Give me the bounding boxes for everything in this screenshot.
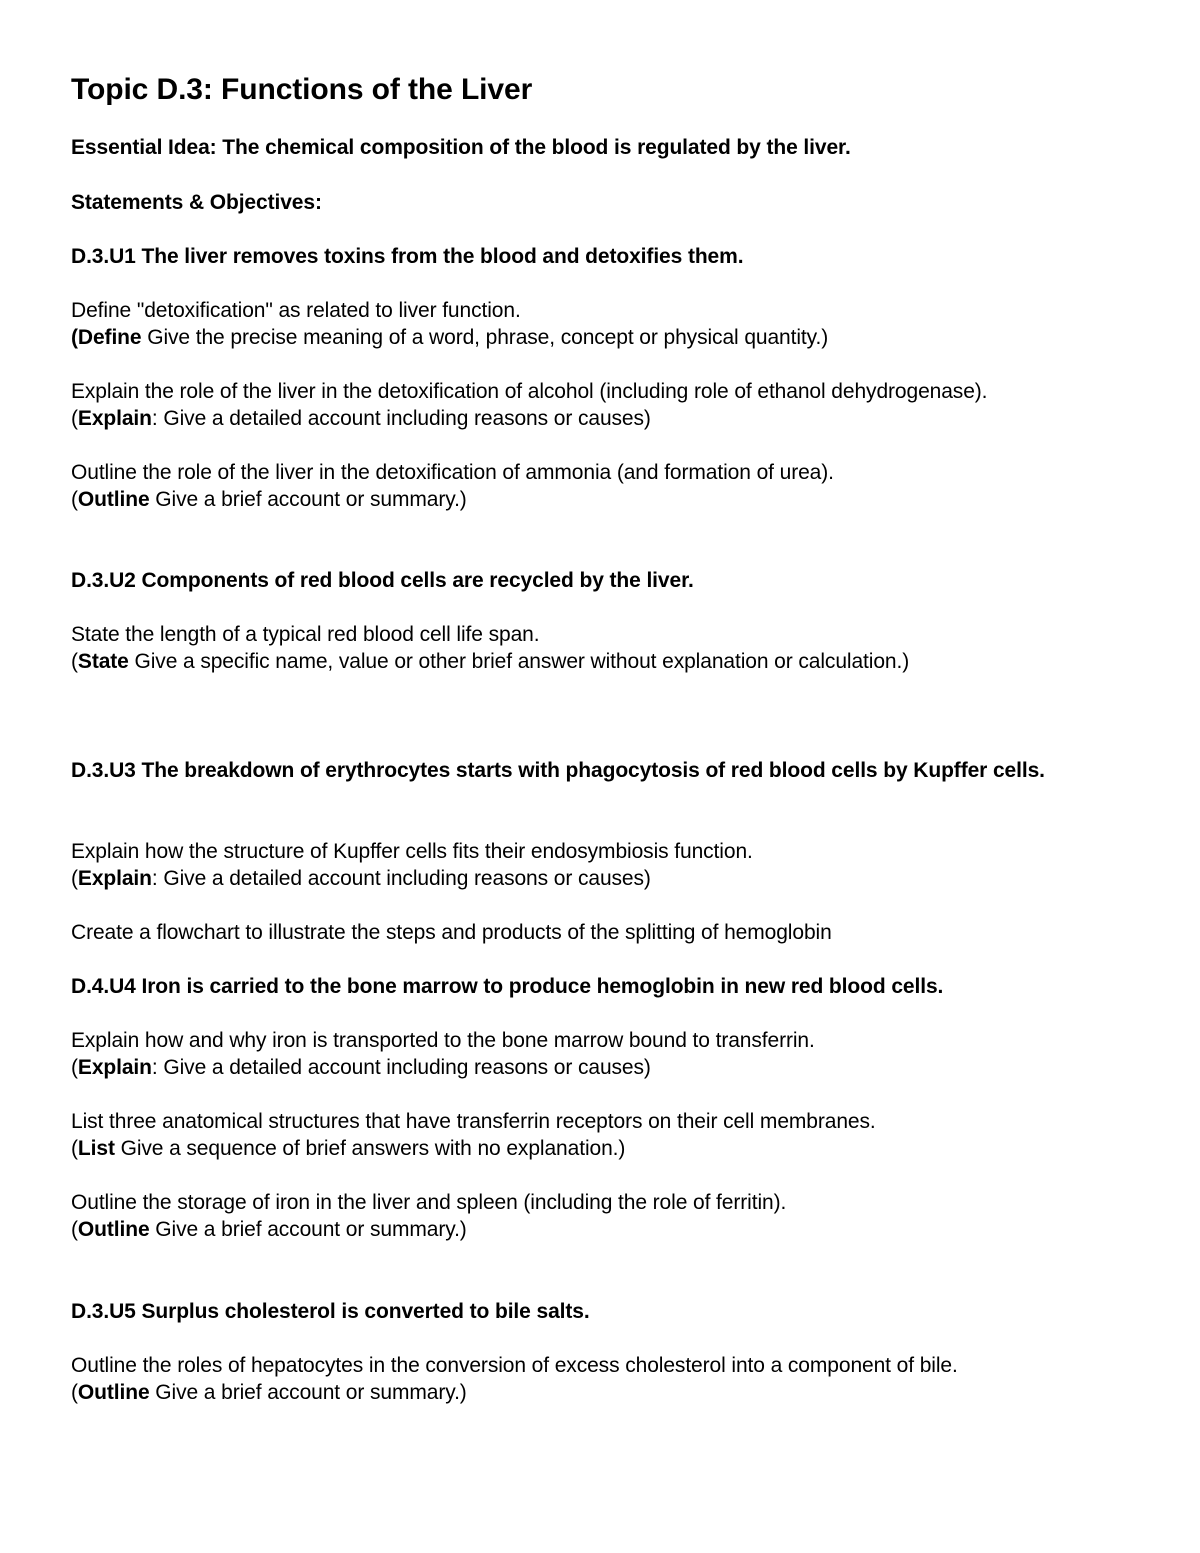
command-open-paren: ( [71,1218,78,1241]
command-definition: Give a specific name, value or other brief answer without explanation or calculation.) [128,650,910,673]
command-word: State [77,650,129,673]
statements-heading: Statements & Objectives: [71,191,322,214]
command-term-note [71,324,828,351]
section-heading-u1: D.3.U1 The liver removes toxins from the blood and detoxifies them. [71,245,744,268]
command-term-note [71,1379,467,1406]
command-open-paren: ( [71,488,78,511]
command-definition: : Give a detailed account including reasons or causes) [151,867,651,890]
command-word: List [77,1137,115,1160]
essential-idea: Essential Idea: The chemical composition of the blood is regulated by the liver. [71,136,851,159]
command-definition: : Give a detailed account including reasons or causes) [151,1056,651,1079]
command-open-paren: ( [71,867,78,890]
command-term-note [71,865,651,892]
command-word: Outline [77,1381,150,1404]
command-term-note [71,486,467,513]
command-word: Outline [77,488,150,511]
command-open-paren: ( [71,1056,78,1079]
command-word: Explain [77,867,152,890]
command-word: Define [77,326,142,349]
objective-text: Explain the role of the liver in the detoxification of alcohol (including role of ethanol dehydrogenase). [71,380,988,403]
page-title: Topic D.3: Functions of the Liver [71,73,533,106]
command-word: Explain [77,1056,152,1079]
objective-text: State the length of a typical red blood cell life span. [71,623,540,646]
command-term-note [71,1216,467,1243]
objective-text: Explain how the structure of Kupffer cells fits their endosymbiosis function. [71,840,753,863]
command-term-note [71,1135,625,1162]
objective-text: Create a flowchart to illustrate the steps and products of the splitting of hemoglobin [71,921,832,944]
command-word: Explain [77,407,152,430]
command-definition: Give a brief account or summary.) [149,1218,467,1241]
command-definition: Give a brief account or summary.) [149,1381,467,1404]
command-definition: Give the precise meaning of a word, phrase, concept or physical quantity.) [141,326,829,349]
objective-text: Outline the roles of hepatocytes in the conversion of excess cholesterol into a component of bile. [71,1354,958,1377]
command-open-paren: ( [71,326,78,349]
command-word: Outline [77,1218,150,1241]
section-heading-u5: D.3.U5 Surplus cholesterol is converted to bile salts. [71,1300,590,1323]
command-open-paren: ( [71,1381,78,1404]
command-open-paren: ( [71,407,78,430]
objective-text: Define "detoxification" as related to liver function. [71,299,521,322]
command-open-paren: ( [71,1137,78,1160]
objective-text: Outline the storage of iron in the liver and spleen (including the role of ferritin). [71,1191,787,1214]
command-definition: : Give a detailed account including reasons or causes) [151,407,651,430]
command-open-paren: ( [71,650,78,673]
section-heading-u4: D.4.U4 Iron is carried to the bone marrow to produce hemoglobin in new red blood cells. [71,975,944,998]
objective-text: List three anatomical structures that have transferrin receptors on their cell membranes. [71,1110,876,1133]
section-heading-u3: D.3.U3 The breakdown of erythrocytes starts with phagocytosis of red blood cells by Kupffer cells. [71,759,1045,782]
command-term-note [71,405,651,432]
objective-text: Explain how and why iron is transported to the bone marrow bound to transferrin. [71,1029,815,1052]
command-definition: Give a sequence of brief answers with no explanation.) [114,1137,626,1160]
command-term-note [71,648,909,675]
command-term-note [71,1054,651,1081]
command-definition: Give a brief account or summary.) [149,488,467,511]
objective-text: Outline the role of the liver in the detoxification of ammonia (and formation of urea). [71,461,834,484]
section-heading-u2: D.3.U2 Components of red blood cells are recycled by the liver. [71,569,694,592]
